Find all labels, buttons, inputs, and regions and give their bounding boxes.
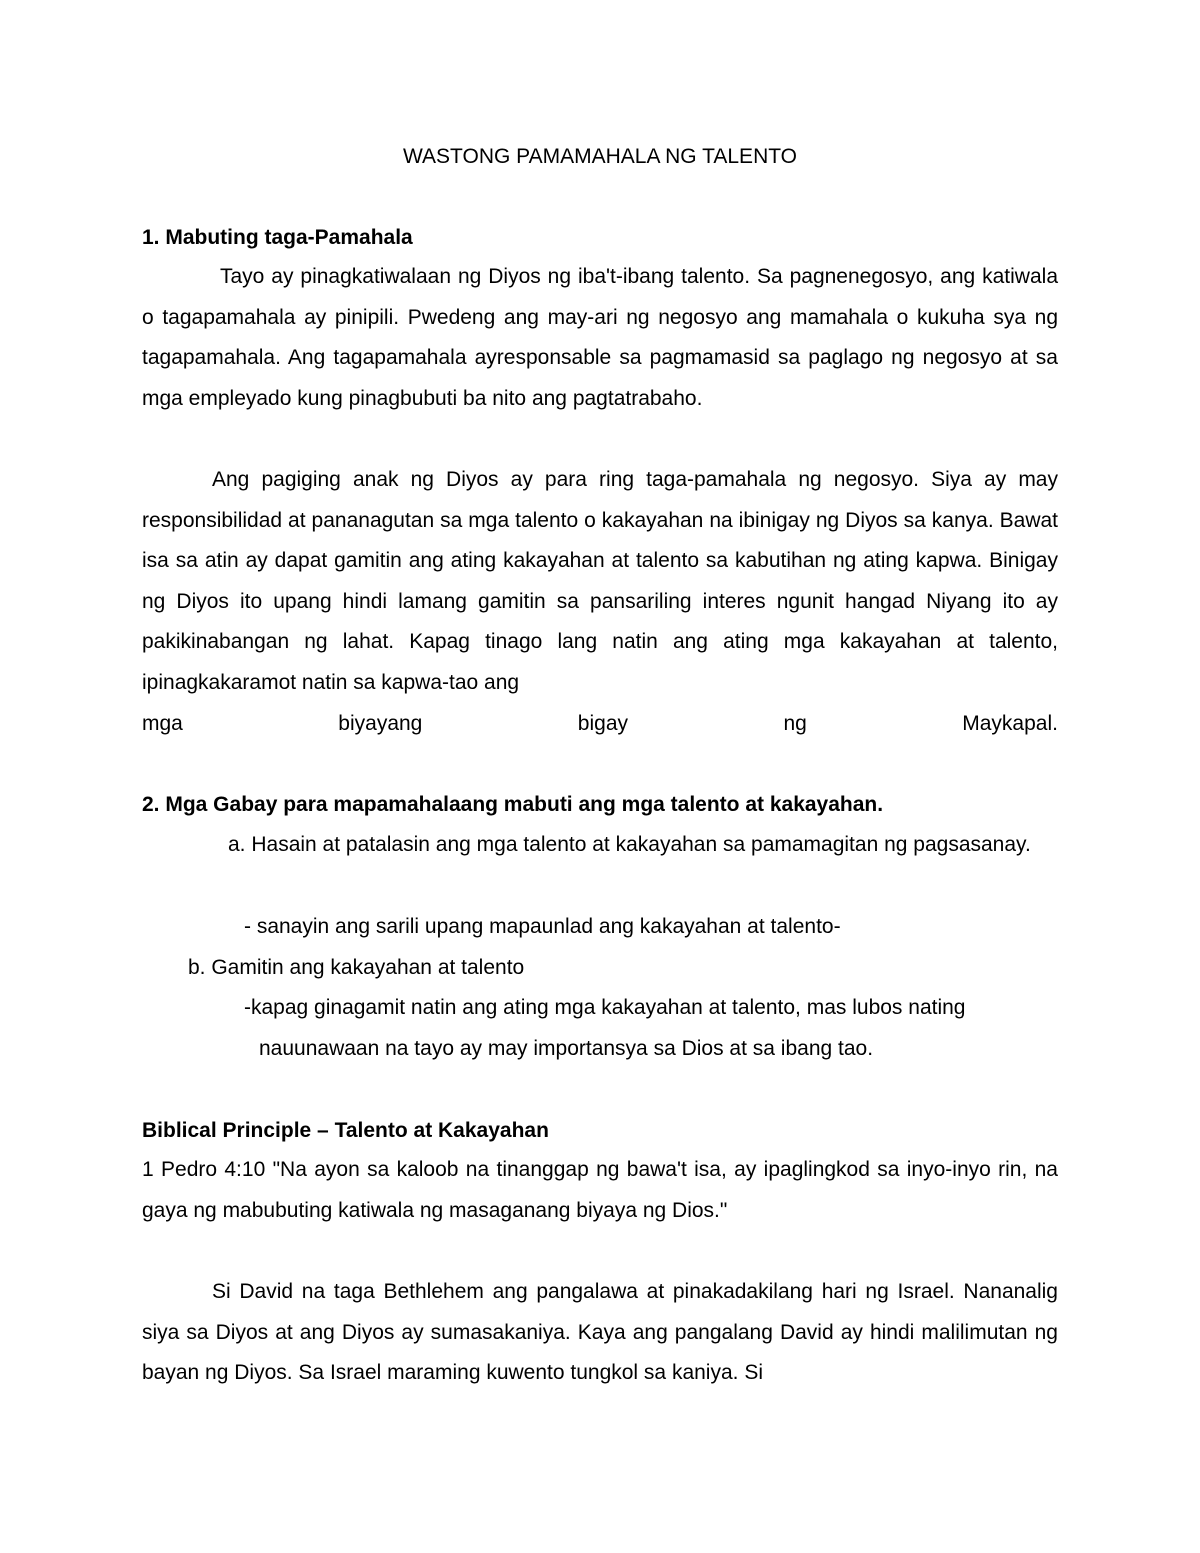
- guide-item-b-note-line-2: nauunawaan na tayo ay may importansya sa Dios at sa ibang tao.: [259, 1037, 874, 1060]
- last-line-word: biyayang: [338, 712, 423, 735]
- guide-item-a: a. Hasain at patalasin ang mga talento at kakayahan sa pamamagitan ng pagsasanay.: [228, 833, 1031, 856]
- guide-item-b: b. Gamitin ang kakayahan at talento: [188, 956, 525, 979]
- section-2-heading: 2. Mga Gabay para mapamahalaang mabuti ang mga talento at kakayahan.: [142, 793, 884, 816]
- last-line-word: ng: [783, 712, 807, 735]
- document-title: WASTONG PAMAMAHALA NG TALENTO: [402, 145, 798, 168]
- guide-item-b-note-line-1: -kapag ginagamit natin ang ating mga kakayahan at talento, mas lubos nating: [244, 996, 966, 1019]
- section-3-paragraph: Si David na taga Bethlehem ang pangalawa at pinakadakilang hari ng Israel. Nananalig siya sa Diyos at ang Diyos ay sumasakaniya. Kaya ang pangalang David ay hindi malilimutan ng bayan ng Diyos. Sa Israel maraming kuwento tungkol sa kaniya. Si: [142, 1280, 1058, 1384]
- section-1-paragraph-2: Ang pagiging anak ng Diyos ay para ring taga-pamahala ng negosyo. Siya ay may responsibilidad at pananagutan sa mga talento o kakayahan na ibinigay ng Diyos sa kanya. Bawat isa sa atin ay dapat gamitin ang ating kakayahan at talento sa kabutihan ng ating kapwa. Binigay ng Diyos ito upang hindi lamang gamitin sa pansariling interes ngunit hangad Niyang ito ay pakikinabangan ng lahat. Kapag tinago lang natin ang ating mga kakayahan at talento, ipinagkakaramot natin sa kapwa-tao ang: [142, 468, 1058, 694]
- guide-item-a-note: - sanayin ang sarili upang mapaunlad ang kakayahan at talento-: [244, 915, 841, 938]
- section-3-heading: Biblical Principle – Talento at Kakayahan: [142, 1119, 549, 1142]
- last-line-word: Maykapal.: [962, 712, 1058, 735]
- bible-verse: 1 Pedro 4:10 "Na ayon sa kaloob na tinanggap ng bawa't isa, ay ipaglingkod sa inyo-inyo rin, na gaya ng mabubuting katiwala ng masaganang biyaya ng Dios.": [142, 1158, 1058, 1222]
- last-line-word: bigay: [577, 712, 628, 735]
- section-1-paragraph-2-last-line: [142, 710, 1058, 738]
- section-1-heading: 1. Mabuting taga-Pamahala: [142, 226, 413, 249]
- last-line-word: mga: [142, 712, 183, 735]
- section-1-paragraph-1: Tayo ay pinagkatiwalaan ng Diyos ng iba't-ibang talento. Sa pagnenegosyo, ang katiwala o tagapamahala ay pinipili. Pwedeng ang may-ari ng negosyo ang mamahala o kukuha sya ng tagapamahala. Ang tagapamahala ayresponsable sa pagmamasid sa paglago ng negosyo at sa mga empleyado kung pinagbubuti ba nito ang pagtatrabaho.: [142, 265, 1058, 410]
